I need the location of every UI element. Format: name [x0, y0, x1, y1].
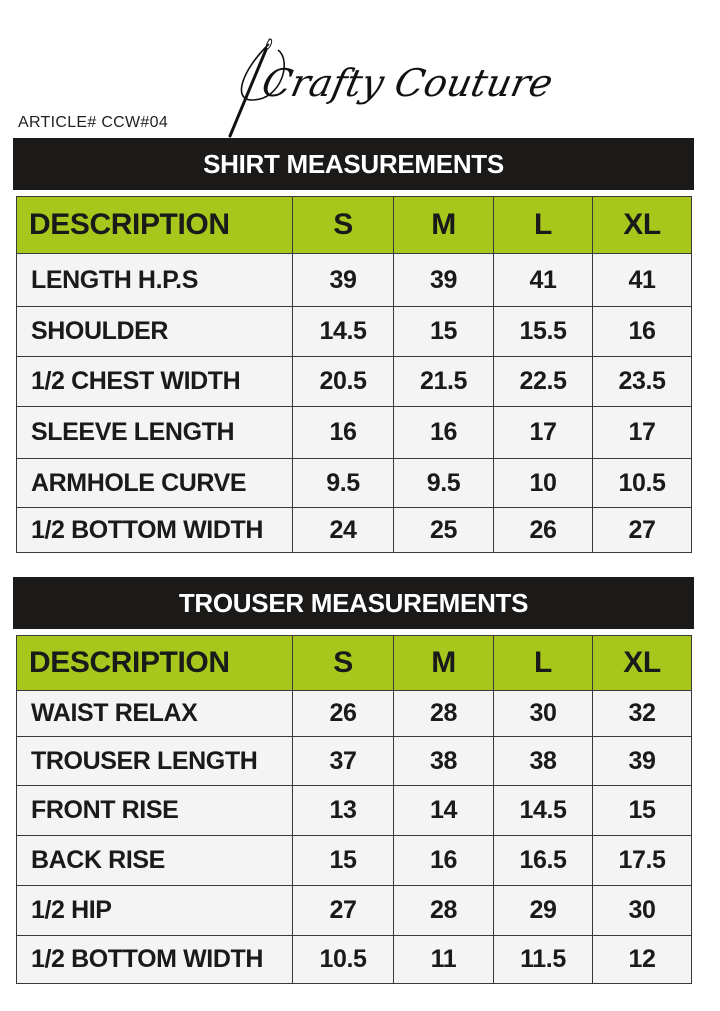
trouser-section-title: TROUSER MEASUREMENTS	[13, 577, 694, 629]
row-label: 1/2 HIP	[17, 886, 293, 936]
cell-l: 17	[494, 407, 593, 459]
cell-s: 39	[293, 254, 394, 307]
cell-m: 16	[394, 836, 494, 886]
cell-s: 26	[293, 691, 394, 737]
row-label: 1/2 BOTTOM WIDTH	[17, 508, 293, 553]
row-label: BACK RISE	[17, 836, 293, 886]
cell-xl: 30	[593, 886, 692, 936]
cell-l: 29	[494, 886, 593, 936]
table-row	[17, 357, 692, 407]
cell-m: 28	[394, 886, 494, 936]
cell-m: 16	[394, 407, 494, 459]
cell-xl: 32	[593, 691, 692, 737]
row-label: SLEEVE LENGTH	[17, 407, 293, 459]
cell-s: 37	[293, 737, 394, 786]
cell-s: 10.5	[293, 936, 394, 984]
table-row	[17, 254, 692, 307]
table-header-row	[17, 197, 692, 254]
table-row	[17, 786, 692, 836]
article-number: ARTICLE# CCW#04	[18, 114, 169, 131]
cell-s: 20.5	[293, 357, 394, 407]
cell-xl: 39	[593, 737, 692, 786]
header-size-xl: XL	[593, 197, 692, 254]
table-row	[17, 836, 692, 886]
table-row	[17, 459, 692, 508]
cell-xl: 23.5	[593, 357, 692, 407]
cell-s: 16	[293, 407, 394, 459]
cell-xl: 17	[593, 407, 692, 459]
row-label: 1/2 BOTTOM WIDTH	[17, 936, 293, 984]
row-label: WAIST RELAX	[17, 691, 293, 737]
table-row	[17, 307, 692, 357]
row-label: ARMHOLE CURVE	[17, 459, 293, 508]
cell-m: 14	[394, 786, 494, 836]
table-header-row	[17, 636, 692, 691]
cell-xl: 10.5	[593, 459, 692, 508]
cell-l: 22.5	[494, 357, 593, 407]
cell-l: 14.5	[494, 786, 593, 836]
cell-l: 15.5	[494, 307, 593, 357]
table-row	[17, 936, 692, 984]
cell-s: 13	[293, 786, 394, 836]
cell-s: 9.5	[293, 459, 394, 508]
cell-xl: 15	[593, 786, 692, 836]
cell-m: 28	[394, 691, 494, 737]
header-description: DESCRIPTION	[17, 636, 293, 691]
cell-l: 11.5	[494, 936, 593, 984]
row-label: FRONT RISE	[17, 786, 293, 836]
row-label: TROUSER LENGTH	[17, 737, 293, 786]
cell-m: 39	[394, 254, 494, 307]
cell-xl: 27	[593, 508, 692, 553]
cell-l: 10	[494, 459, 593, 508]
table-row	[17, 737, 692, 786]
header-size-xl: XL	[593, 636, 692, 691]
crafty-couture-logo	[222, 30, 557, 140]
cell-s: 14.5	[293, 307, 394, 357]
table-row	[17, 886, 692, 936]
cell-m: 38	[394, 737, 494, 786]
cell-l: 16.5	[494, 836, 593, 886]
cell-m: 25	[394, 508, 494, 553]
header-size-l: L	[494, 636, 593, 691]
trouser-measurements-table	[16, 635, 692, 984]
cell-m: 11	[394, 936, 494, 984]
cell-l: 38	[494, 737, 593, 786]
header-size-s: S	[293, 197, 394, 254]
cell-s: 24	[293, 508, 394, 553]
row-label: LENGTH H.P.S	[17, 254, 293, 307]
cell-l: 41	[494, 254, 593, 307]
header-description: DESCRIPTION	[17, 197, 293, 254]
header-size-m: M	[394, 636, 494, 691]
cell-s: 15	[293, 836, 394, 886]
cell-l: 26	[494, 508, 593, 553]
cell-s: 27	[293, 886, 394, 936]
table-row	[17, 407, 692, 459]
header-size-s: S	[293, 636, 394, 691]
table-row	[17, 508, 692, 553]
cell-xl: 12	[593, 936, 692, 984]
cell-xl: 16	[593, 307, 692, 357]
svg-text:Crafty Couture: Crafty Couture	[257, 61, 557, 106]
shirt-section-title: SHIRT MEASUREMENTS	[13, 138, 694, 190]
row-label: SHOULDER	[17, 307, 293, 357]
cell-xl: 17.5	[593, 836, 692, 886]
cell-m: 21.5	[394, 357, 494, 407]
header-size-m: M	[394, 197, 494, 254]
cell-xl: 41	[593, 254, 692, 307]
header-size-l: L	[494, 197, 593, 254]
cell-l: 30	[494, 691, 593, 737]
row-label: 1/2 CHEST WIDTH	[17, 357, 293, 407]
cell-m: 9.5	[394, 459, 494, 508]
table-row	[17, 691, 692, 737]
shirt-measurements-table	[16, 196, 692, 553]
cell-m: 15	[394, 307, 494, 357]
